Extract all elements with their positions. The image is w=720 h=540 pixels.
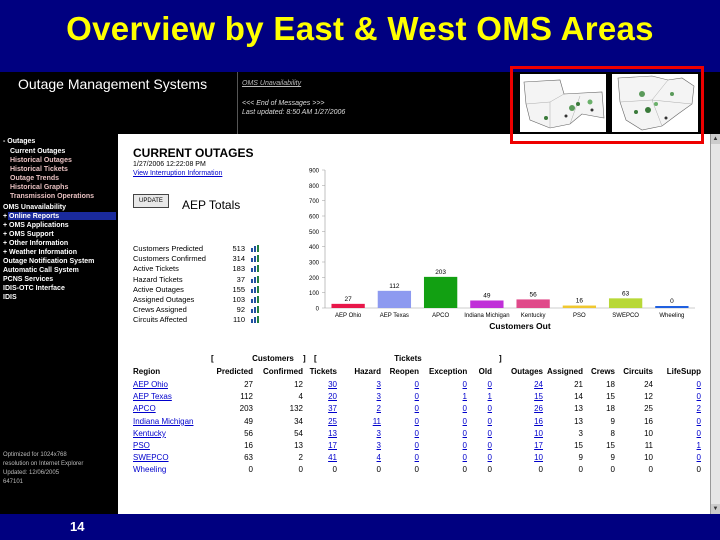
- table-cell[interactable]: [347, 429, 381, 438]
- x-category-label: AEP Texas: [379, 313, 409, 319]
- sidebar-item[interactable]: IDIS: [3, 294, 17, 301]
- cell-link[interactable]: 1: [487, 392, 492, 402]
- total-row: [133, 285, 263, 295]
- map-highlight-box: [510, 66, 704, 144]
- table-cell[interactable]: [478, 417, 492, 426]
- sidebar-nav: [0, 134, 118, 514]
- table-cell[interactable]: [653, 453, 701, 462]
- cell-link[interactable]: 15: [534, 392, 543, 402]
- oms-unavailability-link[interactable]: OMS Unavailability: [242, 80, 302, 87]
- chart-bar: [563, 306, 596, 308]
- table-cell[interactable]: [429, 392, 467, 401]
- y-tick-label: 800: [308, 183, 319, 190]
- region-link[interactable]: Wheeling: [133, 465, 167, 475]
- cell-link[interactable]: 0: [696, 380, 701, 389]
- table-cell: 9: [610, 416, 615, 426]
- table-cell: 13: [574, 404, 583, 414]
- total-value: 110: [233, 315, 245, 325]
- update-button[interactable]: UPDATE: [133, 194, 169, 208]
- sidebar-item[interactable]: - Outages: [3, 138, 36, 145]
- cell-link[interactable]: 0: [462, 441, 467, 450]
- cell-link[interactable]: 1: [462, 392, 467, 402]
- table-cell[interactable]: [429, 429, 467, 438]
- table-cell: 27: [244, 380, 253, 389]
- column-header: Crews: [590, 367, 615, 376]
- chart-bar: [331, 304, 364, 308]
- table-cell[interactable]: [653, 429, 701, 438]
- bar-chart-icon[interactable]: [251, 316, 260, 323]
- bar-value-label: 203: [435, 268, 447, 276]
- table-cell: 15: [606, 441, 615, 450]
- table-cell[interactable]: [501, 453, 543, 462]
- column-header: Assigned: [546, 367, 583, 376]
- column-header: Old: [478, 367, 492, 376]
- sidebar-item[interactable]: + OMS Applications: [3, 222, 69, 229]
- cell-link[interactable]: 0: [414, 416, 419, 426]
- region-name[interactable]: APCO: [133, 404, 156, 414]
- region-link[interactable]: [133, 429, 203, 438]
- cell-link[interactable]: 10: [534, 453, 543, 463]
- column-header: Tickets: [309, 367, 337, 376]
- table-cell: 12: [644, 392, 653, 402]
- bar-chart-icon[interactable]: [251, 255, 260, 262]
- total-row: [133, 295, 263, 305]
- table-cell: 0: [538, 465, 543, 475]
- table-cell: 0: [578, 465, 583, 475]
- table-cell[interactable]: [429, 380, 467, 389]
- cell-link[interactable]: 0: [414, 404, 419, 414]
- sidebar-footer-line: resolution on Internet Explorer: [3, 461, 84, 467]
- y-tick-label: 100: [308, 291, 319, 298]
- table-cell: 16: [644, 416, 653, 426]
- cell-link[interactable]: 0: [414, 392, 419, 402]
- cell-link[interactable]: 0: [414, 453, 419, 463]
- x-category-label: SWEPCO: [612, 313, 639, 319]
- table-cell: 203: [239, 404, 253, 414]
- table-cell: 8: [610, 428, 615, 438]
- sidebar-item[interactable]: Historical Outages: [10, 157, 72, 164]
- chart-bar: [609, 298, 642, 308]
- table-cell[interactable]: [653, 417, 701, 426]
- table-cell: 0: [462, 465, 467, 475]
- cell-link[interactable]: 17: [534, 441, 543, 450]
- bar-value-label: 27: [344, 295, 352, 303]
- cell-link[interactable]: 3: [376, 441, 381, 450]
- region-name[interactable]: SWEPCO: [133, 453, 169, 463]
- sidebar-item[interactable]: Historical Tickets: [10, 166, 68, 173]
- total-value: 103: [232, 295, 245, 304]
- y-tick-label: 600: [308, 214, 319, 221]
- region-link[interactable]: [133, 380, 203, 389]
- cell-link[interactable]: 0: [487, 380, 492, 389]
- cell-link[interactable]: 0: [462, 404, 467, 414]
- cell-link[interactable]: 11: [372, 416, 381, 426]
- cell-link[interactable]: 3: [376, 380, 381, 389]
- view-interruption-link[interactable]: View Interruption Information: [133, 170, 223, 177]
- cell-link[interactable]: 16: [534, 416, 543, 426]
- slide-title: Overview by East & West OMS Areas: [66, 10, 654, 47]
- table-cell: 3: [578, 428, 583, 438]
- table-cell: 16: [244, 441, 253, 450]
- table-cell: 14: [574, 392, 583, 402]
- bracket: ]: [499, 354, 502, 363]
- bar-chart-icon[interactable]: [251, 286, 260, 293]
- table-cell: 49: [244, 416, 253, 426]
- table-cell: 12: [294, 380, 303, 389]
- cell-link[interactable]: 25: [328, 416, 337, 426]
- table-cell[interactable]: [309, 404, 337, 413]
- cell-link[interactable]: 0: [462, 453, 467, 463]
- table-cell: 21: [574, 380, 583, 389]
- bar-chart-icon[interactable]: [251, 306, 260, 313]
- table-cell: 54: [294, 428, 303, 438]
- y-tick-label: 200: [308, 275, 319, 282]
- bar-value-label: 63: [622, 290, 630, 298]
- bracket: [: [314, 354, 317, 363]
- table-cell: 9: [610, 453, 615, 463]
- column-header: Circuits: [623, 367, 653, 376]
- table-cell: 112: [240, 392, 253, 402]
- y-tick-label: 900: [308, 168, 319, 175]
- table-cell: 0: [696, 465, 701, 475]
- sidebar-item[interactable]: Historical Graphs: [10, 184, 69, 191]
- table-cell: 18: [606, 404, 615, 414]
- sidebar-item[interactable]: Automatic Call System: [3, 267, 79, 274]
- table-cell: 4: [298, 392, 303, 402]
- cell-link[interactable]: 30: [328, 380, 337, 389]
- table-cell[interactable]: [309, 441, 337, 450]
- total-row: [133, 305, 263, 315]
- cell-link[interactable]: 3: [376, 392, 381, 402]
- cell-link[interactable]: 2: [696, 404, 701, 414]
- total-value: 183: [232, 264, 245, 274]
- slide-footer: [0, 514, 720, 540]
- total-label: Customers Predicted: [133, 244, 204, 253]
- x-category-label: Wheeling: [659, 313, 685, 319]
- cell-link[interactable]: 0: [696, 453, 701, 463]
- bracket: [: [211, 354, 214, 363]
- current-datetime: 1/27/2006 12:22:08 PM: [133, 161, 206, 168]
- table-cell[interactable]: [653, 404, 701, 413]
- table-cell: 13: [574, 416, 583, 426]
- table-cell[interactable]: [309, 453, 337, 462]
- app-header: [0, 72, 720, 134]
- bar-value-label: 0: [670, 298, 674, 305]
- table-cell[interactable]: [309, 429, 337, 438]
- chart-bar: [378, 291, 411, 308]
- sidebar-footer-line: 647101: [3, 479, 24, 485]
- total-row: [133, 244, 263, 254]
- total-row: [133, 275, 263, 285]
- total-label: Circuits Affected: [133, 315, 188, 325]
- bar-value-label: 16: [575, 297, 583, 305]
- column-header: LifeSupp: [666, 367, 701, 376]
- bar-chart-icon[interactable]: [251, 296, 260, 303]
- column-header: Region: [133, 367, 161, 376]
- cell-link[interactable]: 41: [328, 453, 337, 463]
- sidebar-item[interactable]: + OMS Support: [3, 231, 54, 238]
- cell-link[interactable]: 0: [462, 428, 467, 438]
- table-cell: 34: [294, 416, 303, 426]
- table-cell: 132: [289, 404, 303, 414]
- bar-value-label: 49: [483, 292, 491, 300]
- table-cell[interactable]: [478, 429, 492, 438]
- table-cell[interactable]: [385, 380, 419, 389]
- table-cell[interactable]: [429, 453, 467, 462]
- scroll-up-arrow-icon[interactable]: ▲: [712, 136, 719, 142]
- sidebar-item[interactable]: + Other Information: [3, 240, 69, 247]
- table-cell[interactable]: [385, 392, 419, 401]
- region-name[interactable]: Indiana Michigan: [133, 416, 194, 426]
- totals-heading: AEP Totals: [182, 198, 241, 212]
- table-cell: 56: [244, 428, 253, 438]
- total-row: [133, 254, 263, 264]
- sidebar-item[interactable]: + Online Reports: [3, 213, 60, 220]
- sidebar-footer-line: Updated: 12/06/2005: [3, 470, 60, 476]
- cell-link[interactable]: 0: [414, 380, 419, 389]
- table-cell[interactable]: [309, 392, 337, 401]
- column-header: Confirmed: [263, 367, 303, 376]
- table-cell[interactable]: [478, 441, 492, 450]
- cell-link[interactable]: 0: [487, 453, 492, 463]
- table-cell: 63: [244, 453, 253, 463]
- table-cell[interactable]: [385, 417, 419, 426]
- cell-link[interactable]: 17: [328, 441, 337, 450]
- cell-link[interactable]: 0: [696, 428, 701, 438]
- bar-value-label: 56: [529, 291, 537, 299]
- bar-chart-icon[interactable]: [251, 276, 260, 283]
- table-cell: 0: [248, 465, 253, 475]
- table-cell[interactable]: [501, 392, 543, 401]
- page-title: CURRENT OUTAGES: [133, 146, 254, 160]
- table-cell[interactable]: [478, 453, 492, 462]
- table-cell[interactable]: [429, 417, 467, 426]
- last-updated: Last updated: 8:50 AM 1/27/2006: [242, 109, 346, 116]
- vertical-scrollbar[interactable]: [710, 134, 720, 514]
- table-cell[interactable]: [653, 441, 701, 450]
- table-cell[interactable]: [347, 441, 381, 450]
- chart-bar: [655, 306, 688, 308]
- sidebar-item[interactable]: + Weather Information: [3, 249, 77, 256]
- cell-link[interactable]: 0: [487, 404, 492, 414]
- table-cell: 0: [298, 465, 303, 475]
- table-cell: 15: [606, 392, 615, 402]
- table-cell[interactable]: [653, 380, 701, 389]
- column-header: Hazard: [354, 367, 381, 376]
- region-link[interactable]: [133, 392, 203, 401]
- cell-link[interactable]: 0: [414, 428, 419, 438]
- table-cell: 15: [574, 441, 583, 450]
- x-category-label: Kentucky: [520, 313, 546, 319]
- table-cell: 2: [298, 453, 303, 463]
- total-value: 155: [232, 284, 245, 294]
- total-row: [133, 264, 263, 274]
- table-cell: 0: [610, 465, 615, 475]
- table-cell: 0: [376, 465, 381, 475]
- cell-link[interactable]: 1: [696, 441, 701, 450]
- customers-out-chart: [285, 142, 705, 331]
- customers-group-header: Customers: [252, 354, 294, 363]
- table-cell: 9: [578, 453, 583, 463]
- cell-link[interactable]: 0: [696, 416, 701, 426]
- x-axis-title: Customers Out: [489, 321, 551, 331]
- x-category-label: PSO: [573, 313, 586, 319]
- table-cell[interactable]: [501, 441, 543, 450]
- cell-link[interactable]: 0: [696, 392, 701, 402]
- cell-link[interactable]: 26: [534, 404, 543, 414]
- table-cell[interactable]: [385, 441, 419, 450]
- table-cell: 0: [414, 465, 419, 475]
- bracket: ]: [303, 354, 306, 363]
- table-cell[interactable]: [347, 392, 381, 401]
- table-cell[interactable]: [385, 453, 419, 462]
- cell-link[interactable]: 0: [487, 416, 492, 426]
- y-tick-label: 700: [308, 199, 319, 206]
- region-name[interactable]: AEP Ohio: [133, 380, 168, 389]
- region-name[interactable]: PSO: [133, 441, 150, 450]
- table-cell: 0: [487, 465, 492, 475]
- x-category-label: APCO: [432, 313, 450, 319]
- column-header: Exception: [429, 367, 468, 376]
- sidebar-item[interactable]: Outage Trends: [10, 175, 60, 182]
- region-link[interactable]: [133, 453, 203, 462]
- region-link[interactable]: [133, 404, 203, 413]
- x-category-label: AEP Ohio: [335, 313, 362, 319]
- bar-value-label: 112: [389, 282, 400, 290]
- table-cell: 25: [644, 404, 653, 414]
- table-cell[interactable]: [347, 404, 381, 413]
- y-tick-label: 400: [308, 245, 319, 252]
- total-value: 314: [232, 254, 245, 264]
- sidebar-item[interactable]: OMS Unavailability: [3, 204, 67, 211]
- y-tick-label: 300: [308, 260, 319, 267]
- table-cell[interactable]: [309, 417, 337, 426]
- sidebar-footer-line: Optimized for 1024x768: [3, 452, 67, 458]
- bar-chart-icon[interactable]: [251, 265, 260, 272]
- table-cell: 10: [644, 428, 653, 438]
- table-cell: 0: [332, 465, 337, 475]
- total-value: 37: [236, 274, 245, 284]
- region-name[interactable]: Kentucky: [133, 428, 166, 438]
- browser-screenshot: [0, 72, 720, 514]
- y-tick-label: 0: [315, 306, 319, 313]
- cell-link[interactable]: 0: [487, 441, 492, 450]
- chart-bar: [424, 277, 457, 308]
- cell-link[interactable]: 13: [328, 428, 337, 438]
- cell-link[interactable]: 3: [376, 428, 381, 438]
- total-label: Crews Assigned: [133, 305, 187, 315]
- total-label: Active Tickets: [133, 264, 179, 274]
- cell-link[interactable]: 0: [462, 416, 467, 426]
- total-row: [133, 315, 263, 325]
- page-number: 14: [70, 519, 85, 534]
- table-cell: 18: [606, 380, 615, 389]
- cell-link[interactable]: 0: [414, 441, 419, 450]
- table-cell: 0: [648, 465, 653, 475]
- region-link[interactable]: [133, 441, 203, 450]
- cell-link[interactable]: 2: [376, 404, 381, 414]
- table-cell[interactable]: [347, 417, 381, 426]
- sidebar-item[interactable]: Current Outages: [10, 148, 66, 155]
- bar-chart-icon[interactable]: [251, 245, 260, 252]
- total-value: 92: [236, 305, 245, 315]
- region-link[interactable]: [133, 417, 203, 426]
- app-title: Outage Management Systems: [18, 76, 208, 92]
- table-cell[interactable]: [309, 380, 337, 389]
- header-message: <<< End of Messages >>>: [242, 100, 325, 107]
- cell-link[interactable]: 10: [534, 428, 543, 438]
- sidebar-item[interactable]: IDIS-OTC Interface: [3, 285, 65, 292]
- cell-link[interactable]: 20: [328, 392, 337, 402]
- total-label: Customers Confirmed: [133, 254, 206, 264]
- x-category-label: Indiana Michigan: [464, 313, 510, 319]
- table-cell[interactable]: [653, 392, 701, 401]
- table-cell[interactable]: [347, 453, 381, 462]
- total-value: 513: [232, 244, 245, 253]
- table-cell[interactable]: [501, 429, 543, 438]
- chart-bar: [470, 300, 503, 308]
- total-label: Assigned Outages: [133, 295, 195, 304]
- y-tick-label: 500: [308, 229, 319, 236]
- table-cell[interactable]: [501, 380, 543, 389]
- sidebar-item[interactable]: Outage Notification System: [3, 258, 95, 265]
- chart-bar: [516, 299, 549, 308]
- table-cell[interactable]: [385, 404, 419, 413]
- table-cell[interactable]: [347, 380, 381, 389]
- total-label: Active Outages: [133, 284, 184, 294]
- table-cell[interactable]: [429, 441, 467, 450]
- cell-link[interactable]: 37: [328, 404, 337, 414]
- table-cell[interactable]: [501, 404, 543, 413]
- total-label: Hazard Tickets: [133, 274, 183, 284]
- main-content: [125, 134, 710, 514]
- cell-link[interactable]: 0: [462, 380, 467, 389]
- table-cell[interactable]: [429, 404, 467, 413]
- column-header: Outages: [510, 367, 543, 376]
- table-cell: 11: [644, 441, 653, 450]
- scroll-down-arrow-icon[interactable]: ▼: [712, 506, 719, 512]
- column-header: Reopen: [389, 367, 419, 376]
- cell-link[interactable]: 0: [487, 428, 492, 438]
- table-cell[interactable]: [385, 429, 419, 438]
- table-cell: 13: [294, 441, 303, 450]
- table-cell[interactable]: [478, 380, 492, 389]
- table-cell: 10: [644, 453, 653, 463]
- tickets-group-header: Tickets: [394, 354, 422, 363]
- table-cell[interactable]: [501, 417, 543, 426]
- cell-link[interactable]: 4: [376, 453, 381, 463]
- table-cell: 24: [644, 380, 653, 389]
- sidebar-item[interactable]: Transmission Operations: [10, 193, 95, 200]
- cell-link[interactable]: 24: [534, 380, 543, 389]
- table-cell[interactable]: [478, 392, 492, 401]
- header-divider: [237, 72, 238, 134]
- region-name[interactable]: AEP Texas: [133, 392, 172, 402]
- column-header: Predicted: [216, 367, 253, 376]
- sidebar-item[interactable]: PCNS Services: [3, 276, 54, 283]
- table-cell[interactable]: [478, 404, 492, 413]
